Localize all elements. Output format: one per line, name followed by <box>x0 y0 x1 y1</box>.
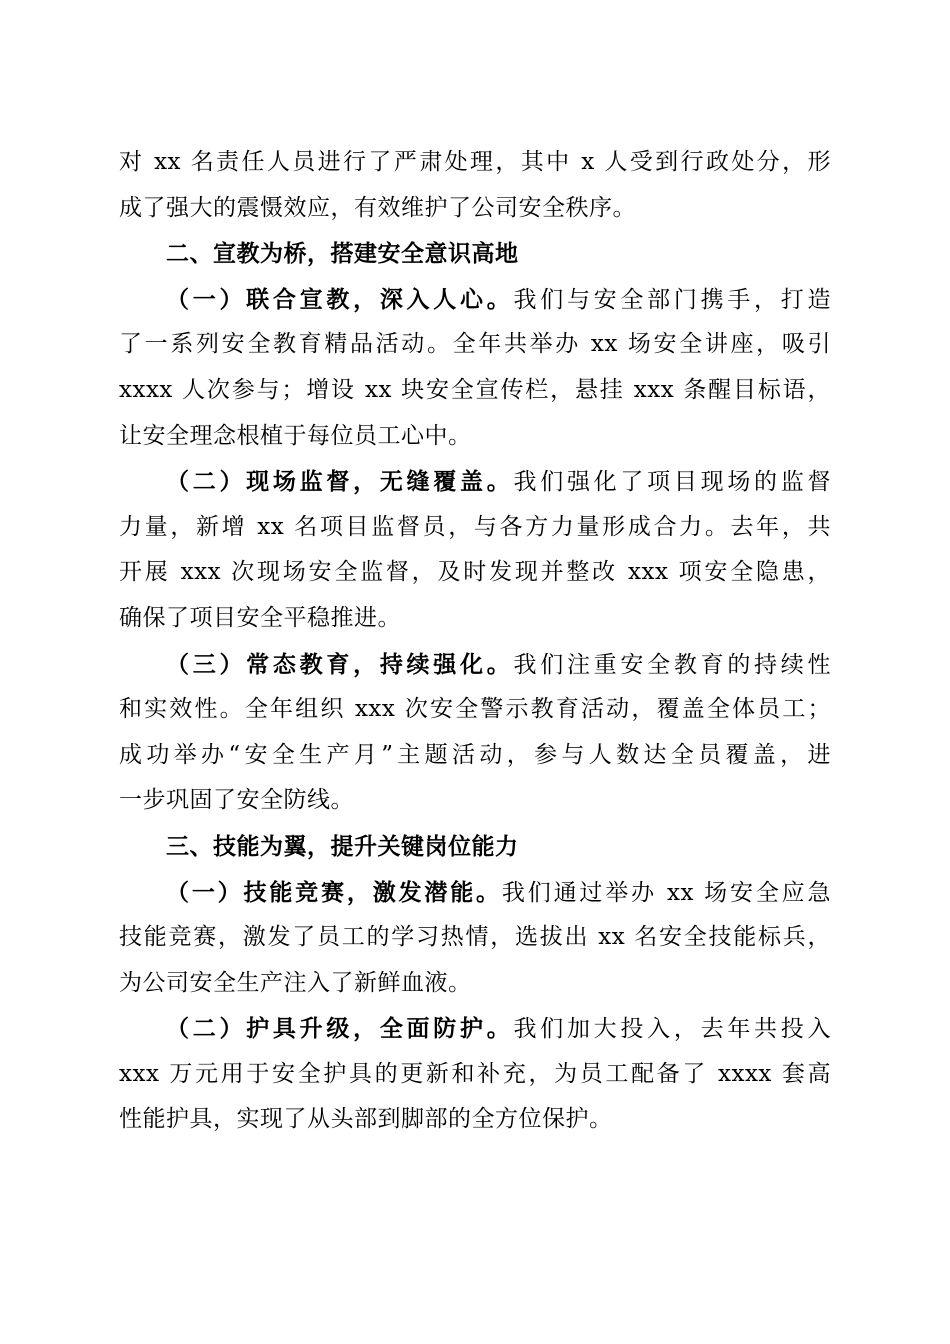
text-line: 一步巩固了安全防线。 <box>119 787 354 814</box>
section-heading: 二、宣教为桥，搭建安全意识高地 <box>166 240 519 268</box>
text-line: 性能护具，实现了从头部到脚部的全方位保护。 <box>119 1106 613 1133</box>
text-line: 对 xx 名责任人员进行了严肃处理，其中 x 人受到行政处分，形 <box>119 149 831 175</box>
text-line: 开展 xxx 次现场安全监督，及时发现并整改 xxx 项安全隐患， <box>119 559 831 586</box>
text-line: xxx 万元用于安全护具的更新和补充，为员工配备了 xxxx 套高 <box>119 1060 831 1087</box>
text-line: 成功举办“安全生产月”主题活动，参与人数达全员覆盖，进 <box>119 741 831 768</box>
text-line: 和实效性。全年组织 xxx 次安全警示教育活动，覆盖全体员工； <box>119 696 831 723</box>
paragraph-text: 我们通过举办 xx 场安全应急 <box>501 879 831 906</box>
text-line: 力量，新增 xx 名项目监督员，与各方力量形成合力。去年，共 <box>119 513 831 540</box>
text-line: 让安全理念根植于每位员工心中。 <box>119 422 472 449</box>
text-line: 了一系列安全教育精品活动。全年共举办 xx 场安全讲座，吸引 <box>119 331 831 358</box>
paragraph-lead: （二）护具升级，全面防护。 <box>166 1015 514 1043</box>
paragraph <box>119 870 831 1007</box>
text-line: xxxx 人次参与；增设 xx 块安全宣传栏，悬挂 xxx 条醒目标语， <box>119 376 831 403</box>
paragraph-first-line <box>119 277 831 323</box>
document-body <box>119 140 831 1143</box>
paragraph-first-line <box>119 870 831 916</box>
paragraph-text: 我们强化了项目现场的监督 <box>513 469 832 496</box>
text-line: 技能竞赛，激发了员工的学习热情，选拔出 xx 名安全技能标兵， <box>119 924 831 951</box>
paragraph-text: 我们加大投入，去年共投入 <box>513 1016 832 1043</box>
paragraph-continuation <box>119 140 831 231</box>
paragraph-lead: （一）技能竞赛，激发潜能。 <box>166 878 502 906</box>
text-line: 为公司安全生产注入了新鲜血液。 <box>119 969 472 996</box>
paragraph-first-line <box>119 642 831 688</box>
paragraph-first-line <box>119 1006 831 1052</box>
text-line: 成了强大的震慑效应，有效维护了公司安全秩序。 <box>119 194 636 221</box>
paragraph <box>119 642 831 824</box>
paragraph <box>119 1006 831 1143</box>
paragraph-text: 我们与安全部门携手，打造 <box>513 286 832 313</box>
paragraph-text: 我们注重安全教育的持续性 <box>513 651 832 678</box>
paragraph-first-line <box>119 459 831 505</box>
section-heading: 三、技能为翼，提升关键岗位能力 <box>166 832 519 860</box>
paragraph <box>119 459 831 641</box>
paragraph-lead: （三）常态教育，持续强化。 <box>166 650 514 678</box>
paragraph <box>119 277 831 459</box>
paragraph-lead: （二）现场监督，无缝覆盖。 <box>166 468 514 496</box>
paragraph-lead: （一）联合宣教，深入人心。 <box>166 285 514 313</box>
text-line: 确保了项目安全平稳推进。 <box>119 604 401 631</box>
